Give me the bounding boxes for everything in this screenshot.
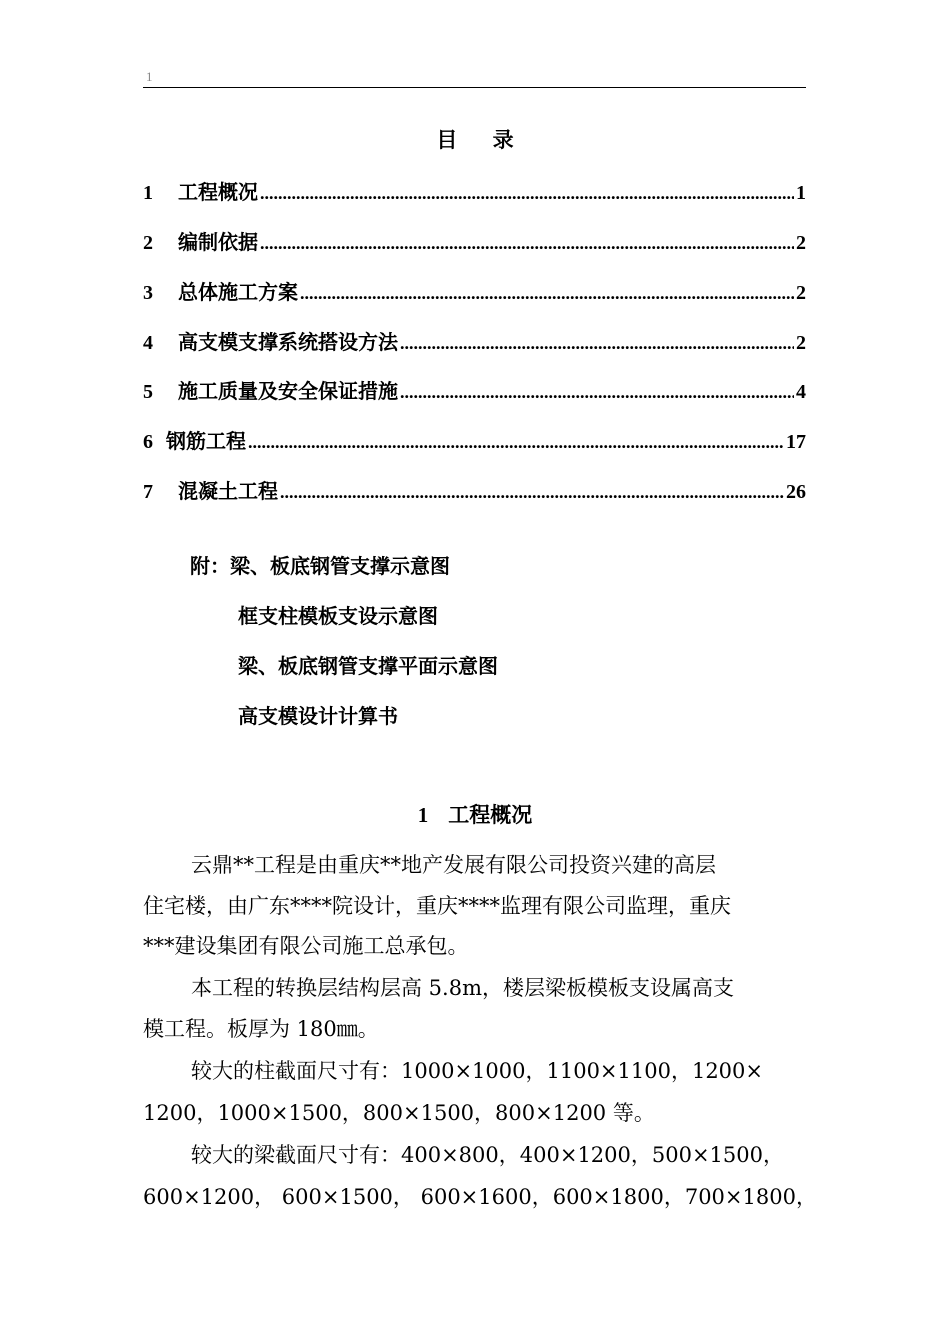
toc-entry-title: 总体施工方案 [178,280,298,304]
toc-number: 6 [143,431,153,453]
toc-page: 2 [796,332,806,354]
body-line: 较大的梁截面尺寸有：400×800，400×1200，500×1500， [191,1143,785,1167]
toc-title-char: 录 [492,128,514,152]
section-number: 1 [417,803,429,827]
appendix-item: 梁、板底钢管支撑平面示意图 [238,654,498,678]
header-rule [143,87,806,88]
appendix-item: 高支模设计计算书 [238,704,398,728]
toc-number: 2 [143,232,153,254]
toc-leader-dots [280,482,784,503]
toc-number: 5 [143,381,153,403]
body-line: 较大的柱截面尺寸有：1000×1000，1100×1100，1200× [191,1059,764,1083]
section-heading: 工程概况 [448,803,533,827]
toc-title-char: 目 [436,128,458,152]
page-number: 1 [146,69,153,84]
toc-entry-title: 高支模支撑系统搭设方法 [178,330,398,354]
toc-leader-dots [400,382,794,403]
body-line: ***建设集团有限公司施工总承包。 [143,934,469,958]
toc-page: 26 [786,481,806,503]
toc-leader-dots [260,233,794,254]
toc-entry-title: 编制依据 [178,230,258,254]
toc-entry-title: 施工质量及安全保证措施 [178,379,398,403]
toc-entry-title: 钢筋工程 [166,429,246,453]
toc-number: 7 [143,481,153,503]
toc-row[interactable] [143,226,806,256]
toc-entry-title: 混凝土工程 [178,479,278,503]
body-line: 1200，1000×1500，800×1500，800×1200 等。 [143,1101,655,1125]
toc-row[interactable] [143,276,806,306]
toc-entry-title: 工程概况 [178,180,258,204]
toc-row[interactable] [143,475,806,505]
body-line: 600×1200， 600×1500， 600×1600，600×1800，700×1800， [143,1185,817,1209]
toc-page: 4 [796,381,806,403]
toc-leader-dots [400,333,794,354]
toc-leader-dots [248,432,784,453]
toc-row[interactable] [143,326,806,356]
toc-page: 17 [786,431,806,453]
toc-row[interactable] [143,375,806,405]
appendix-heading: 附：梁、板底钢管支撑示意图 [190,554,450,578]
toc-leader-dots [300,283,794,304]
toc-leader-dots [260,183,794,204]
body-line: 住宅楼，由广东****院设计，重庆****监理有限公司监理，重庆 [143,894,731,918]
toc-number: 1 [143,182,153,204]
toc-number: 4 [143,332,153,354]
body-line: 模工程。板厚为 180㎜。 [143,1017,379,1041]
toc-row[interactable] [143,425,806,455]
appendix-item: 框支柱模板支设示意图 [238,604,438,628]
toc-page: 2 [796,282,806,304]
toc-title [0,124,950,154]
body-line: 云鼎**工程是由重庆**地产发展有限公司投资兴建的高层 [191,853,716,877]
section-title [0,799,950,829]
toc-page: 1 [796,182,806,204]
body-line: 本工程的转换层结构层高 5.8m，楼层梁板模板支设属高支 [191,976,734,1000]
toc-page: 2 [796,232,806,254]
toc-number: 3 [143,282,153,304]
toc-row[interactable] [143,176,806,206]
